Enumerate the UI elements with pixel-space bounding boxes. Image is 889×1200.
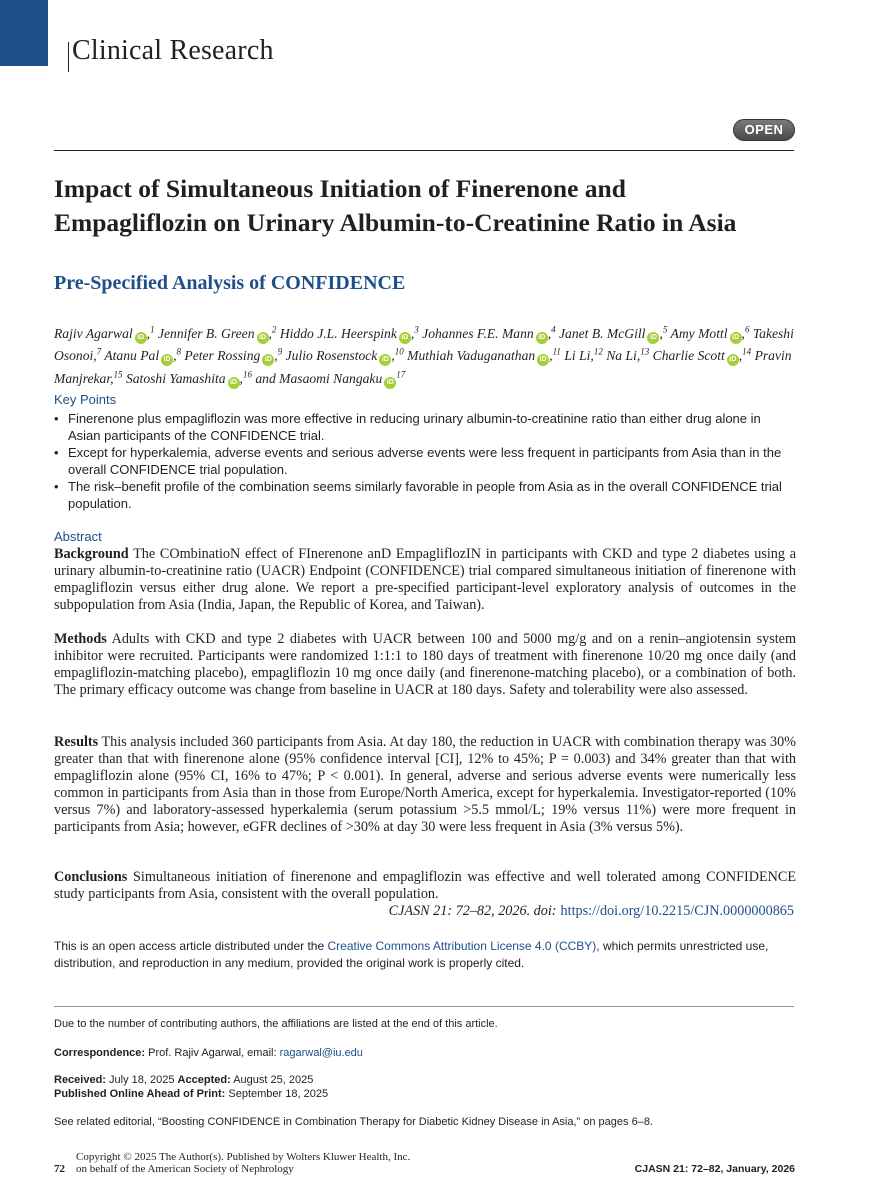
- received-label: Received:: [54, 1074, 106, 1086]
- orcid-icon[interactable]: iD: [647, 332, 659, 344]
- author-list: [54, 321, 794, 389]
- meta-divider: [54, 1006, 794, 1007]
- correspondence-label: Correspondence:: [54, 1047, 146, 1059]
- published-label: Published Online Ahead of Print:: [54, 1088, 226, 1100]
- affiliation-number: 16: [242, 369, 252, 380]
- author: Na Li,$^{13}$: [606, 346, 650, 364]
- section-title: Clinical Research: [72, 35, 274, 66]
- affiliation-number: 6: [744, 324, 750, 334]
- affiliation-number: 8: [176, 346, 181, 357]
- orcid-icon[interactable]: iD: [536, 332, 548, 344]
- copyright-line-1: Copyright © 2025 The Author(s). Published by Wolters Kluwer Health, Inc.: [76, 1151, 411, 1163]
- published-date-value: September 18, 2025: [228, 1088, 329, 1100]
- author: Charlie Scott iD ,$^{14}$: [653, 348, 752, 363]
- affiliation-number: 7: [96, 346, 102, 357]
- author-name: Li Li: [564, 348, 591, 364]
- author: Takeshi Osonoi,$^7$: [54, 325, 794, 364]
- abstract-methods: [54, 631, 796, 699]
- author-name: Na Li: [606, 348, 637, 364]
- author: Pravin Manjrekar,$^{15}$: [54, 348, 792, 386]
- article-title: Impact of Simultaneous Initiation of Finerenone and Empagliflozin on Urinary Albumin-to-Creatinine Ratio in Asia: [54, 174, 737, 237]
- key-point-item: • Except for hyperkalemia, adverse events and serious adverse events were less frequent in participants from Asia than in the overall CONFIDENCE trial population.: [54, 444, 796, 478]
- results-label: Results: [54, 734, 99, 750]
- accepted-label: Accepted:: [177, 1074, 231, 1086]
- doi-link[interactable]: https://doi.org/10.2215/CJN.0000000865: [560, 903, 794, 919]
- orcid-icon[interactable]: iD: [399, 332, 411, 344]
- affiliation-number: 2: [271, 324, 277, 334]
- affiliations-note: Due to the number of contributing authors, the affiliations are listed at the end of this article.: [54, 1018, 498, 1030]
- author-name: Muthiah Vaduganathan: [407, 348, 536, 364]
- license-text-before: This is an open access article distributed under the: [54, 939, 325, 953]
- author-name: Julio Rosenstock: [285, 348, 378, 364]
- author-name: Takeshi Osonoi: [54, 325, 794, 364]
- author: Muthiah Vaduganathan iD ,$^{11}$: [407, 348, 561, 363]
- background-text: The COmbinatioN effect of FInerenone anD EmpagliflozIN in participants with CKD and type 2 diabetes using a urinary albumin-to-creatinine ratio (UACR) Endpoint (CONFIDENCE) trial compared simultaneous initiation of finerenone with empagliflozin versus either drug alone. We report a pre-specified participant-level exploratory analysis of outcomes in the subpopulation from Asia (India, Japan, the Republic of Korea, and Taiwan).: [54, 546, 796, 613]
- author: Rajiv Agarwal iD ,$^1$: [54, 326, 155, 341]
- author: Atanu Pal iD ,$^8$: [104, 348, 181, 363]
- orcid-icon[interactable]: iD: [379, 354, 391, 366]
- author-name: Amy Mottl: [670, 325, 728, 341]
- author: Amy Mottl iD ,$^6$: [671, 326, 750, 341]
- abstract-results: [54, 734, 796, 836]
- affiliation-number: 3: [414, 324, 419, 334]
- affiliation-number: 15: [113, 369, 123, 380]
- author-name: Janet B. McGill: [559, 325, 646, 341]
- orcid-icon[interactable]: iD: [730, 332, 742, 344]
- methods-text: Adults with CKD and type 2 diabetes with UACR between 100 and 5000 mg/g and on a renin–angiotensin system inhibitor were recruited. Participants were randomized 1:1:1 to 180 days of treatment with finerenone 10/20 mg once daily (and empagliflozin-matching placebo), empagliflozin 10 mg once daily (and finerenone-matching placebo), or a combination of both. The primary efficacy outcome was change from baseline in UACR at 180 days. Safety and tolerability were also assessed.: [54, 631, 797, 698]
- methods-label: Methods: [54, 631, 107, 647]
- author: Li Li,$^{12}$: [564, 346, 603, 364]
- received-date: July 18, 2025: [109, 1074, 175, 1086]
- key-point-item: • Finerenone plus empagliflozin was more effective in reducing urinary albumin-to-creatinine ratio than either drug alone in Asian participants of the CONFIDENCE trial.: [54, 410, 796, 444]
- author: Janet B. McGill iD ,$^5$: [559, 326, 667, 341]
- correspondence: [54, 1046, 363, 1060]
- orcid-icon[interactable]: iD: [161, 354, 173, 366]
- author: Satoshi Yamashita iD ,$^{16}$: [126, 371, 252, 386]
- affiliation-number: 5: [662, 324, 668, 334]
- key-point-item: • The risk–benefit profile of the combination seems similarly favorable in people from Asia as in the overall CONFIDENCE trial population.: [54, 478, 796, 512]
- corner-color-bar: [0, 0, 48, 66]
- orcid-icon[interactable]: iD: [727, 354, 739, 366]
- key-points-heading: Key Points: [54, 392, 117, 407]
- abstract-background: [54, 546, 796, 614]
- affiliation-number: 9: [277, 346, 283, 357]
- orcid-icon[interactable]: iD: [257, 332, 269, 344]
- author-name: Pravin Manjrekar: [54, 348, 792, 386]
- affiliation-number: 13: [640, 346, 650, 357]
- author-name: Jennifer B. Green: [157, 325, 255, 341]
- author-name: Peter Rossing: [184, 348, 261, 364]
- author-name: Atanu Pal: [104, 348, 160, 364]
- received-accepted-dates: [54, 1073, 313, 1087]
- affiliation-number: 4: [551, 324, 556, 334]
- author-name: Johannes F.E. Mann: [422, 325, 534, 341]
- author: Julio Rosenstock iD ,$^{10}$: [286, 348, 404, 363]
- author: Peter Rossing iD ,$^9$: [184, 348, 282, 363]
- author-name: Masaomi Nangaku: [279, 370, 383, 386]
- affiliation-number: 12: [593, 346, 603, 357]
- affiliation-number: 10: [394, 346, 404, 357]
- author: Jennifer B. Green iD ,$^2$: [158, 326, 276, 341]
- orcid-icon[interactable]: iD: [537, 354, 549, 366]
- copyright-notice: [76, 1151, 410, 1175]
- license-text-after: , which permits unrestricted use, distribution, and reproduction in any medium, provided the original work is properly cited.: [54, 939, 769, 970]
- affiliation-number: 11: [552, 346, 561, 357]
- header-divider: [54, 150, 794, 151]
- orcid-icon[interactable]: iD: [384, 377, 396, 389]
- affiliation-number: 1: [150, 324, 155, 334]
- conclusions-text: Simultaneous initiation of finerenone and empagliflozin was effective and well tolerated among CONFIDENCE study participants from Asia, consistent with the overall population.: [54, 869, 797, 902]
- author-name: Rajiv Agarwal: [54, 325, 133, 341]
- author: Hiddo J.L. Heerspink iD ,$^3$: [280, 326, 419, 341]
- license-link[interactable]: Creative Commons Attribution License 4.0 (CCBY): [327, 939, 597, 953]
- abstract-conclusions: [54, 869, 796, 903]
- orcid-icon[interactable]: iD: [135, 332, 147, 344]
- background-label: Background: [54, 546, 129, 562]
- key-points-list: [54, 410, 796, 512]
- author-name: Hiddo J.L. Heerspink: [279, 325, 397, 341]
- correspondence-text: Prof. Rajiv Agarwal, email:: [148, 1047, 277, 1059]
- orcid-icon[interactable]: iD: [228, 377, 240, 389]
- copyright-line-2: on behalf of the American Society of Nephrology: [76, 1163, 294, 1175]
- article-subtitle: Pre-Specified Analysis of CONFIDENCE: [54, 272, 406, 294]
- published-date: [54, 1087, 328, 1101]
- affiliation-number: 14: [742, 346, 752, 357]
- journal-reference: CJASN 21: 72–82, January, 2026: [634, 1163, 795, 1175]
- results-text: This analysis included 360 participants from Asia. At day 180, the reduction in UACR with combination therapy was 30% greater than that with finerenone alone (95% confidence interval [CI], 12% to 45%; P = 0.003) and 34% greater than that with empagliflozin alone (95% CI, 16% to 47%; P < 0.001). In general, adverse and serious adverse events were numerically less common in participants from Asia than in those from Europe/North America, except for hyperkalemia. Investigator-reported (10% versus 7%) and laboratory-assessed hyperkalemia (serum potassium >5.5 mmol/L; 19% versus 11%) were more frequent in participants from Asia; however, eGFR declines of >30% at day 30 were less frequent in Asia (3% versus 5%).: [54, 734, 796, 835]
- section-title-rule: [68, 42, 69, 72]
- correspondence-email-link[interactable]: ragarwal@iu.edu: [279, 1047, 363, 1059]
- author-name: Charlie Scott: [652, 348, 725, 364]
- citation-text: CJASN 21: 72–82, 2026. doi:: [388, 903, 557, 919]
- page-number: 72: [54, 1163, 65, 1175]
- conclusions-label: Conclusions: [54, 869, 128, 885]
- accepted-date: August 25, 2025: [233, 1074, 314, 1086]
- license-statement: [54, 938, 796, 972]
- author-prefix: and: [255, 370, 280, 386]
- abstract-heading: Abstract: [54, 529, 102, 544]
- affiliation-number: 17: [396, 369, 406, 380]
- editorial-note: See related editorial, “Boosting CONFIDENCE in Combination Therapy for Diabetic Kidney Disease in Asia,” on pages 6–8.: [54, 1116, 653, 1128]
- author: [255, 371, 405, 386]
- orcid-icon[interactable]: iD: [262, 354, 274, 366]
- open-access-badge: OPEN: [733, 119, 795, 141]
- author-name: Satoshi Yamashita: [125, 370, 226, 386]
- author: Johannes F.E. Mann iD ,$^4$: [422, 326, 555, 341]
- article-citation: [389, 903, 794, 920]
